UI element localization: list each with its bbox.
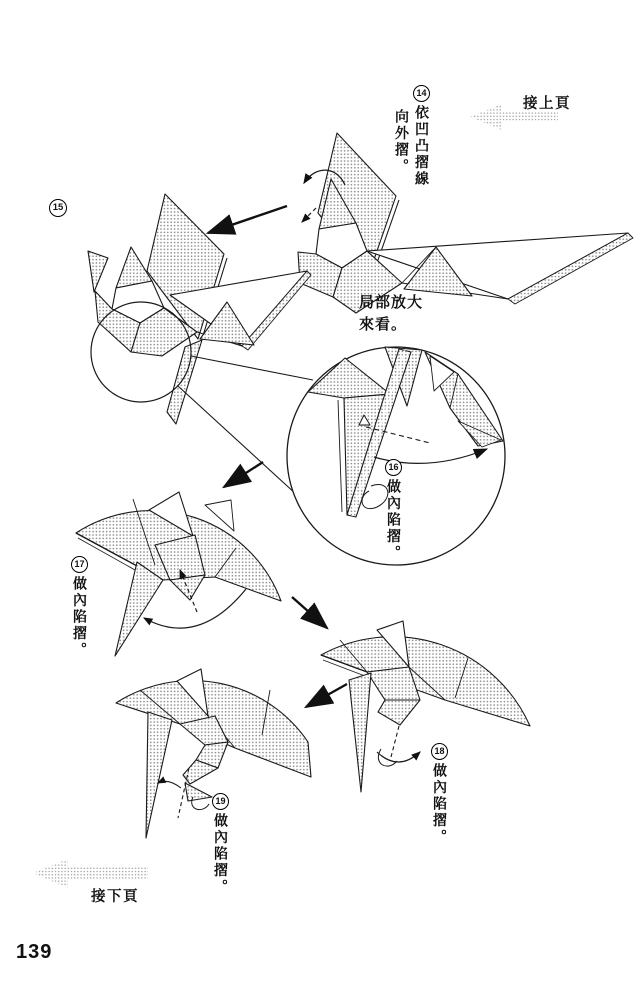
page-number: 139 [16,941,53,963]
step-19-label [212,793,229,896]
step-15-number-badge: 15 [49,199,67,217]
step-19-text: 做內陷摺。 [213,813,229,896]
next-page-label: 接下頁 [91,889,139,905]
zoom-note-line2: 來看。 [359,316,408,333]
figure-step18 [321,621,530,792]
step-16-label [385,459,402,562]
step-18-number-badge: 18 [431,743,448,760]
step-17-number-badge: 17 [71,556,88,573]
arrow-step18-to-19 [306,684,347,707]
figure-step15 [88,194,311,424]
step-18-text: 做內陷摺。 [432,763,448,846]
arrow-step16-to-17 [224,462,263,487]
step-14-text-line2: 向外摺。 [394,109,410,175]
step-17-text: 做內陷摺。 [72,576,88,659]
step-14-text-line1: 依凹凸摺線 [414,105,430,188]
step-15-label [49,199,67,217]
figure-step17 [76,492,281,656]
prev-page-label: 接上頁 [523,96,571,112]
arrow-step17-to-18 [292,597,327,628]
arrow-step14-to-15 [208,206,287,233]
step-16-text: 做內陷摺。 [386,479,402,562]
step-19-number-badge: 19 [212,793,229,810]
flow-arrow-next-icon [33,859,148,888]
step-14-number-badge: 14 [413,85,430,102]
step-14-label [393,85,430,188]
zoom-note-line1: 局部放大 [359,294,424,311]
zoom-note [359,292,423,336]
figure-step14 [298,133,633,313]
step-18-label [431,743,448,846]
step-16-number-badge: 16 [385,459,402,476]
step-17-label [71,556,88,659]
